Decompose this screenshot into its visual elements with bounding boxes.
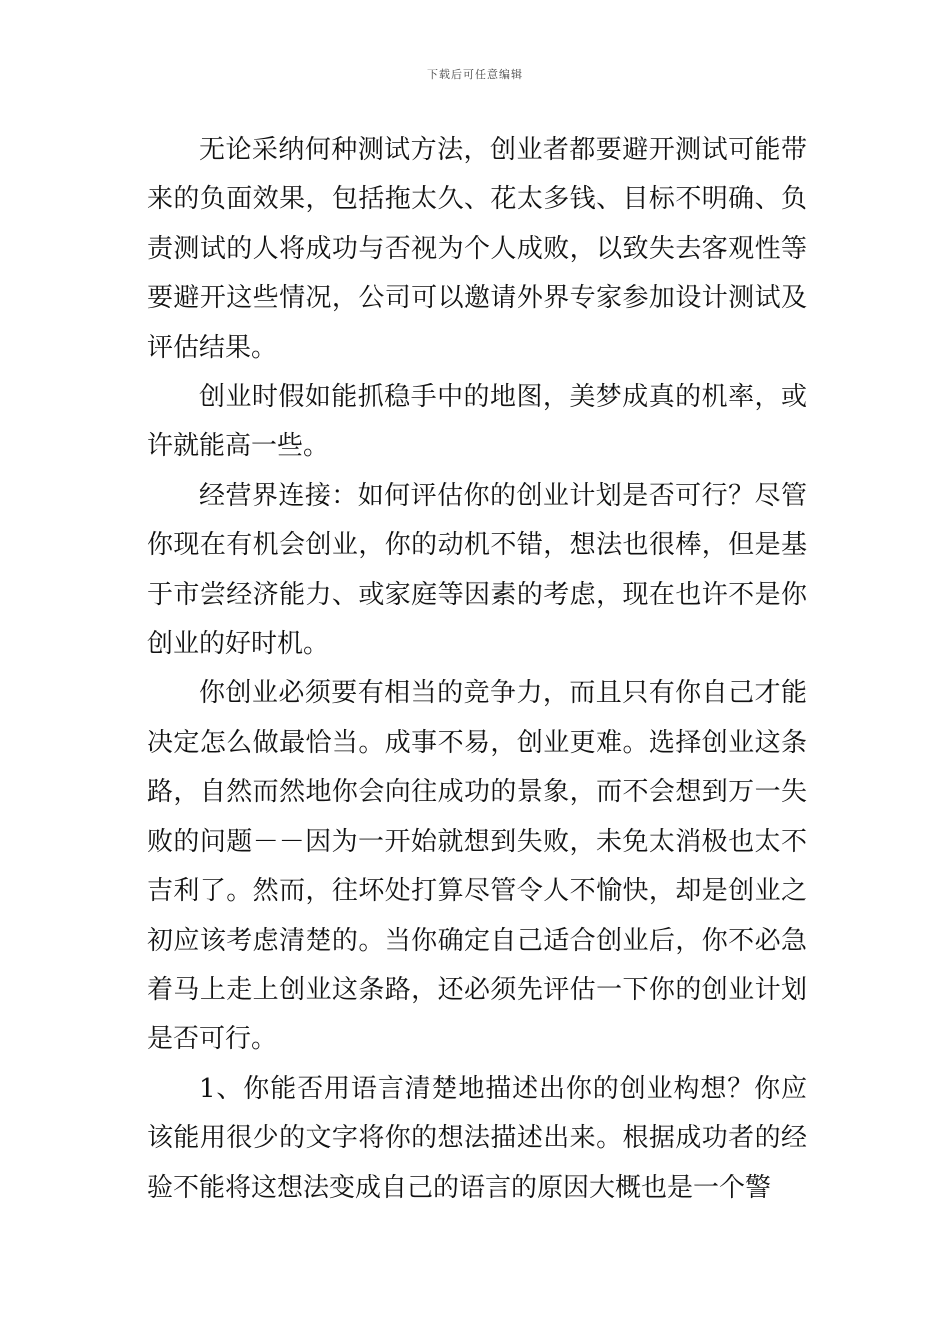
paragraph-5: 1、你能否用语言清楚地描述出你的创业构想？你应该能用很少的文字将你的想法描述出来。根据成功者的经验不能将这想法变成自己的语言的原因大概也是一个警 xyxy=(147,1073,807,1203)
paragraph-1: 无论采纳何种测试方法，创业者都要避开测试可能带来的负面效果，包括拖太久、花太多钱、目标不明确、负责测试的人将成功与否视为个人成败，以致失去客观性等要避开这些情况，公司可以邀请外界专家参加设计测试及评估结果。 xyxy=(147,135,807,363)
paragraph-2: 创业时假如能抓稳手中的地图，美梦成真的机率，或许就能高一些。 xyxy=(147,382,807,462)
paragraph-3: 经营界连接：如何评估你的创业计划是否可行？尽管你现在有机会创业，你的动机不错，想法也很棒，但是基于市尝经济能力、或家庭等因素的考虑，现在也许不是你创业的好时机。 xyxy=(147,480,807,660)
document-body xyxy=(147,126,807,1213)
page-header: 下载后可任意编辑 xyxy=(427,68,523,81)
paragraph-4: 你创业必须要有相当的竞争力，而且只有你自己才能决定怎么做最恰当。成事不易，创业更难。选择创业这条路，自然而然地你会向往成功的景象，而不会想到万一失败的问题－－因为一开始就想到失败，未免太消极也太不吉利了。然而，往坏处打算尽管令人不愉快，却是创业之初应该考虑清楚的。当你确定自己适合创业后，你不必急着马上走上创业这条路，还必须先评估一下你的创业计划是否可行。 xyxy=(147,678,807,1055)
